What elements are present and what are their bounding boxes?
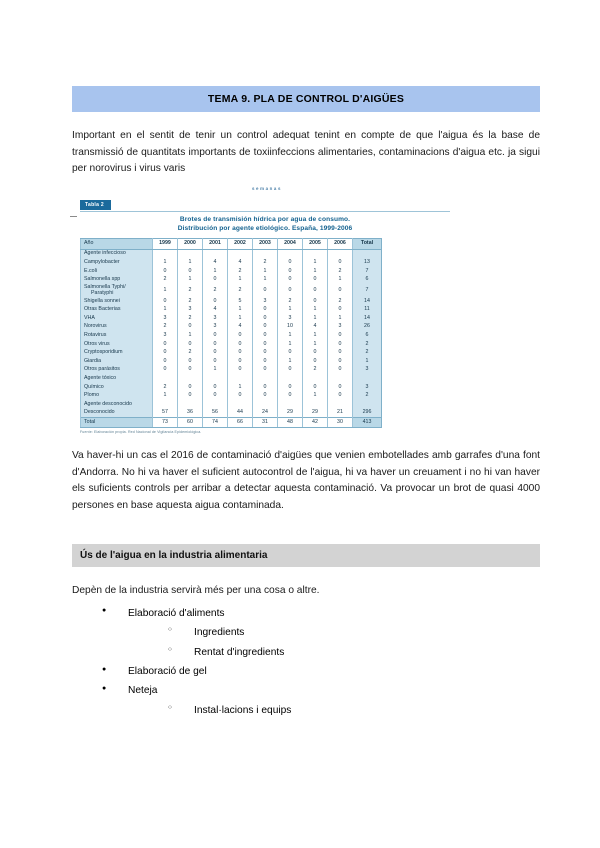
list-item-label: ● Elaboració de gel <box>128 666 207 677</box>
row-total: 2 <box>353 392 382 401</box>
row-total: 14 <box>353 297 382 306</box>
row-value: 21 <box>328 409 353 418</box>
total-value: 31 <box>253 418 278 428</box>
table-row <box>81 332 382 341</box>
row-value: 0 <box>278 258 303 267</box>
row-value: 0 <box>153 357 178 366</box>
row-value: 1 <box>253 267 278 276</box>
row-label: Plomo <box>81 392 153 401</box>
group-empty-total <box>353 374 382 383</box>
table-number-badge: Tabla 2 <box>80 200 111 210</box>
row-value: 0 <box>153 267 178 276</box>
group-empty-cell <box>228 400 253 409</box>
row-value: 3 <box>253 297 278 306</box>
row-value: 10 <box>278 323 303 332</box>
group-empty-cell <box>303 374 328 383</box>
row-value: 0 <box>278 284 303 297</box>
group-empty-cell <box>303 249 328 258</box>
row-value: 0 <box>328 340 353 349</box>
table-row <box>81 306 382 315</box>
row-value: 56 <box>203 409 228 418</box>
row-value: 1 <box>153 258 178 267</box>
row-value: 0 <box>328 366 353 375</box>
group-empty-cell <box>178 400 203 409</box>
row-value: 1 <box>228 383 253 392</box>
row-value: 44 <box>228 409 253 418</box>
group-empty-cell <box>253 400 278 409</box>
row-label: Salmonella spp <box>81 276 153 285</box>
col-header-2001: 2001 <box>203 239 228 250</box>
row-total: 3 <box>353 383 382 392</box>
group-empty-cell <box>153 249 178 258</box>
row-value: 0 <box>228 332 253 341</box>
row-value: 1 <box>278 306 303 315</box>
col-header-2000: 2000 <box>178 239 203 250</box>
row-value: 0 <box>253 357 278 366</box>
row-total: 6 <box>353 276 382 285</box>
list-item <box>102 681 540 720</box>
row-value: 0 <box>253 366 278 375</box>
badge-rule <box>80 211 450 212</box>
table-row <box>81 366 382 375</box>
row-value: 0 <box>178 366 203 375</box>
case-paragraph: Va haver-hi un cas el 2016 de contaminació d'aigües que venien embotellades amb garrafes d'una font d'Andorra. No hi va haver el suficient autocontrol de l'aigua, hi va haver un creuament i no hi van haver els suficients controls per arribar a detectar aquesta contaminació. Va provocar un brot de quasi 4000 persones en base aquesta aigua contaminada. <box>72 450 540 511</box>
row-value: 0 <box>178 340 203 349</box>
row-value: 2 <box>153 276 178 285</box>
row-value: 0 <box>153 297 178 306</box>
table-group-row <box>81 400 382 409</box>
table-row <box>81 267 382 276</box>
row-value: 4 <box>203 306 228 315</box>
row-value: 3 <box>328 323 353 332</box>
row-value: 4 <box>303 323 328 332</box>
col-header-year: Año <box>81 239 153 250</box>
table-total-row <box>81 418 382 428</box>
row-value: 57 <box>153 409 178 418</box>
group-empty-cell <box>253 374 278 383</box>
row-value: 1 <box>303 267 328 276</box>
total-value: 66 <box>228 418 253 428</box>
row-value: 1 <box>203 267 228 276</box>
row-value: 4 <box>228 323 253 332</box>
row-value: 3 <box>153 332 178 341</box>
row-value: 0 <box>253 340 278 349</box>
table-body <box>81 249 382 427</box>
row-label: Shigella sonnei <box>81 297 153 306</box>
table-row <box>81 314 382 323</box>
row-value: 0 <box>328 306 353 315</box>
table-row <box>81 349 382 358</box>
row-value: 0 <box>328 349 353 358</box>
group-empty-cell <box>328 249 353 258</box>
row-value: 0 <box>178 323 203 332</box>
row-value: 1 <box>203 366 228 375</box>
row-label: Norovirus <box>81 323 153 332</box>
section-lead-text: Depèn de la industria servirà més per una cosa o altre. <box>72 585 320 597</box>
figure-title-line2: Distribución por agente etiológico. España, 1999-2006 <box>177 225 353 233</box>
row-value: 0 <box>278 366 303 375</box>
row-value: 1 <box>153 306 178 315</box>
row-value: 1 <box>303 332 328 341</box>
row-value: 2 <box>228 284 253 297</box>
grand-total: 413 <box>353 418 382 428</box>
row-total: 3 <box>353 366 382 375</box>
row-value: 0 <box>203 340 228 349</box>
row-label: Rotavirus <box>81 332 153 341</box>
row-value: 0 <box>328 383 353 392</box>
row-value: 0 <box>253 392 278 401</box>
group-empty-cell <box>153 374 178 383</box>
margin-dash-mark <box>70 216 77 217</box>
row-label: E.coli <box>81 267 153 276</box>
group-empty-cell <box>178 374 203 383</box>
row-total: 1 <box>353 357 382 366</box>
table-row <box>81 323 382 332</box>
row-value: 24 <box>253 409 278 418</box>
row-value: 0 <box>228 340 253 349</box>
row-value: 0 <box>203 349 228 358</box>
row-value: 1 <box>278 357 303 366</box>
total-value: 48 <box>278 418 303 428</box>
group-empty-cell <box>278 249 303 258</box>
row-value: 0 <box>203 297 228 306</box>
list-item-label: ● Elaboració d'aliments <box>128 608 225 619</box>
scan-artifact-text: semanas <box>252 185 282 191</box>
row-label: Salmonella Typhi/ Paratyphi <box>81 284 153 297</box>
row-value: 0 <box>178 383 203 392</box>
row-value: 2 <box>328 297 353 306</box>
row-label: Giardia <box>81 357 153 366</box>
row-value: 0 <box>253 323 278 332</box>
sub-bullet-list <box>128 701 540 720</box>
row-value: 5 <box>228 297 253 306</box>
row-value: 1 <box>178 276 203 285</box>
total-value: 60 <box>178 418 203 428</box>
row-value: 0 <box>303 357 328 366</box>
sub-list-item-label: ○ Instal·lacions i equips <box>194 705 291 716</box>
row-value: 1 <box>303 306 328 315</box>
row-value: 3 <box>178 306 203 315</box>
group-label: Agente infeccioso <box>81 249 153 258</box>
row-value: 0 <box>178 392 203 401</box>
group-empty-cell <box>303 400 328 409</box>
row-value: 0 <box>303 297 328 306</box>
row-value: 36 <box>178 409 203 418</box>
group-empty-cell <box>278 400 303 409</box>
row-value: 1 <box>303 314 328 323</box>
row-value: 1 <box>228 306 253 315</box>
row-value: 4 <box>228 258 253 267</box>
page-title: TEMA 9. PLA DE CONTROL D'AIGÜES <box>72 86 540 112</box>
row-value: 0 <box>203 392 228 401</box>
row-value: 1 <box>253 276 278 285</box>
row-value: 2 <box>253 258 278 267</box>
row-total: 26 <box>353 323 382 332</box>
row-value: 3 <box>203 314 228 323</box>
row-value: 2 <box>178 349 203 358</box>
row-value: 1 <box>328 276 353 285</box>
row-value: 29 <box>278 409 303 418</box>
total-value: 42 <box>303 418 328 428</box>
group-empty-cell <box>203 249 228 258</box>
list-item <box>102 604 540 662</box>
table-figure <box>80 193 450 435</box>
row-label: Otros parásitos <box>81 366 153 375</box>
row-total: 14 <box>353 314 382 323</box>
row-value: 2 <box>278 297 303 306</box>
group-label: Agente tóxico <box>81 374 153 383</box>
row-value: 0 <box>328 284 353 297</box>
sub-list-item <box>168 623 540 642</box>
table-row <box>81 276 382 285</box>
list-item-label: ● Neteja <box>128 685 157 696</box>
row-value: 0 <box>203 276 228 285</box>
row-total: 2 <box>353 349 382 358</box>
row-value: 2 <box>153 323 178 332</box>
intro-paragraph: Important en el sentit de tenir un control adequat tenint en compte de que l'aigua és la base de transmissió de quantitats importants de toxiinfeccions alimentaries, contaminacions d'aigua etc. ja sigui per norovirus i virus varis <box>72 130 540 175</box>
row-value: 1 <box>178 332 203 341</box>
row-value: 0 <box>253 314 278 323</box>
row-value: 0 <box>328 258 353 267</box>
row-value: 0 <box>328 392 353 401</box>
row-value: 1 <box>303 340 328 349</box>
col-header-1999: 1999 <box>153 239 178 250</box>
row-value: 0 <box>153 349 178 358</box>
row-value: 0 <box>278 349 303 358</box>
row-value: 0 <box>228 349 253 358</box>
row-value: 1 <box>278 340 303 349</box>
row-value: 0 <box>328 332 353 341</box>
list-item <box>102 662 540 681</box>
row-value: 4 <box>203 258 228 267</box>
table-row <box>81 357 382 366</box>
total-value: 30 <box>328 418 353 428</box>
row-value: 1 <box>303 258 328 267</box>
total-value: 73 <box>153 418 178 428</box>
sub-list-item <box>168 701 540 720</box>
group-empty-cell <box>228 374 253 383</box>
row-value: 1 <box>228 314 253 323</box>
figure-title <box>80 215 450 235</box>
row-total: 13 <box>353 258 382 267</box>
row-total: 2 <box>353 340 382 349</box>
row-value: 0 <box>253 284 278 297</box>
row-value: 0 <box>178 267 203 276</box>
row-total: 11 <box>353 306 382 315</box>
row-value: 3 <box>203 323 228 332</box>
sub-list-item-label: ○ Ingredients <box>194 627 244 638</box>
table-head <box>81 239 382 250</box>
row-value: 0 <box>253 306 278 315</box>
group-empty-cell <box>203 374 228 383</box>
row-value: 2 <box>203 284 228 297</box>
row-value: 0 <box>253 349 278 358</box>
col-header-total: Total <box>353 239 382 250</box>
group-empty-cell <box>203 400 228 409</box>
table-group-row <box>81 374 382 383</box>
row-value: 0 <box>303 276 328 285</box>
row-value: 3 <box>278 314 303 323</box>
row-label: VHA <box>81 314 153 323</box>
row-value: 1 <box>228 276 253 285</box>
row-value: 0 <box>278 383 303 392</box>
row-value: 0 <box>328 357 353 366</box>
group-empty-cell <box>253 249 278 258</box>
row-value: 0 <box>203 357 228 366</box>
row-value: 2 <box>178 284 203 297</box>
figure-source-note: Fuente: Elaboración propia. Red Nacional de Vigilancia Epidemiológica. <box>80 430 202 435</box>
row-value: 3 <box>153 314 178 323</box>
bullet-list <box>72 604 540 720</box>
row-value: 2 <box>178 297 203 306</box>
col-header-2006: 2006 <box>328 239 353 250</box>
figure-title-line1: Brotes de transmisión hídrica por agua de consumo. <box>179 215 351 223</box>
row-value: 1 <box>153 284 178 297</box>
row-total: 7 <box>353 267 382 276</box>
figure-block <box>72 186 540 435</box>
row-value: 1 <box>328 314 353 323</box>
row-label: Otros virus <box>81 340 153 349</box>
col-header-2002: 2002 <box>228 239 253 250</box>
row-value: 0 <box>303 284 328 297</box>
table-row <box>81 383 382 392</box>
section-heading: Ús de l'aigua en la industria alimentaria <box>72 544 540 567</box>
total-label: Total <box>81 418 153 428</box>
table-row <box>81 409 382 418</box>
row-label: Otras Bacterias <box>81 306 153 315</box>
table-row <box>81 340 382 349</box>
group-empty-cell <box>328 374 353 383</box>
row-value: 0 <box>153 366 178 375</box>
row-value: 0 <box>153 340 178 349</box>
row-value: 2 <box>153 383 178 392</box>
group-empty-cell <box>278 374 303 383</box>
col-header-2004: 2004 <box>278 239 303 250</box>
table-row <box>81 297 382 306</box>
row-value: 1 <box>303 392 328 401</box>
row-label: Desconocido <box>81 409 153 418</box>
group-empty-cell <box>328 400 353 409</box>
table-row <box>81 258 382 267</box>
col-header-2005: 2005 <box>303 239 328 250</box>
group-empty-total <box>353 400 382 409</box>
row-value: 0 <box>203 383 228 392</box>
row-value: 0 <box>228 357 253 366</box>
row-value: 0 <box>178 357 203 366</box>
outbreaks-table <box>80 238 382 428</box>
row-value: 0 <box>253 383 278 392</box>
row-value: 1 <box>278 332 303 341</box>
table-group-row <box>81 249 382 258</box>
row-value: 0 <box>228 366 253 375</box>
row-label: Cryptosporidium <box>81 349 153 358</box>
row-value: 0 <box>228 392 253 401</box>
total-value: 74 <box>203 418 228 428</box>
row-total: 6 <box>353 332 382 341</box>
group-empty-total <box>353 249 382 258</box>
row-value: 29 <box>303 409 328 418</box>
row-value: 0 <box>203 332 228 341</box>
row-value: 0 <box>253 332 278 341</box>
sub-list-item-label: ○ Rentat d'ingredients <box>194 647 284 658</box>
group-empty-cell <box>228 249 253 258</box>
row-total: 296 <box>353 409 382 418</box>
row-value: 2 <box>178 314 203 323</box>
row-total: 7 <box>353 284 382 297</box>
group-empty-cell <box>178 249 203 258</box>
table-row <box>81 392 382 401</box>
row-value: 0 <box>278 276 303 285</box>
row-label: Campylobacter <box>81 258 153 267</box>
row-label: Químico <box>81 383 153 392</box>
group-empty-cell <box>153 400 178 409</box>
col-header-2003: 2003 <box>253 239 278 250</box>
row-value: 2 <box>303 366 328 375</box>
row-value: 1 <box>178 258 203 267</box>
row-value: 2 <box>228 267 253 276</box>
row-value: 1 <box>153 392 178 401</box>
group-label: Agente desconocido <box>81 400 153 409</box>
row-value: 0 <box>303 383 328 392</box>
row-value: 0 <box>278 392 303 401</box>
row-value: 0 <box>278 267 303 276</box>
sub-bullet-list <box>128 623 540 662</box>
table-header-row <box>81 239 382 250</box>
sub-list-item <box>168 643 540 662</box>
table-row <box>81 284 382 297</box>
row-value: 2 <box>328 267 353 276</box>
row-value: 0 <box>303 349 328 358</box>
